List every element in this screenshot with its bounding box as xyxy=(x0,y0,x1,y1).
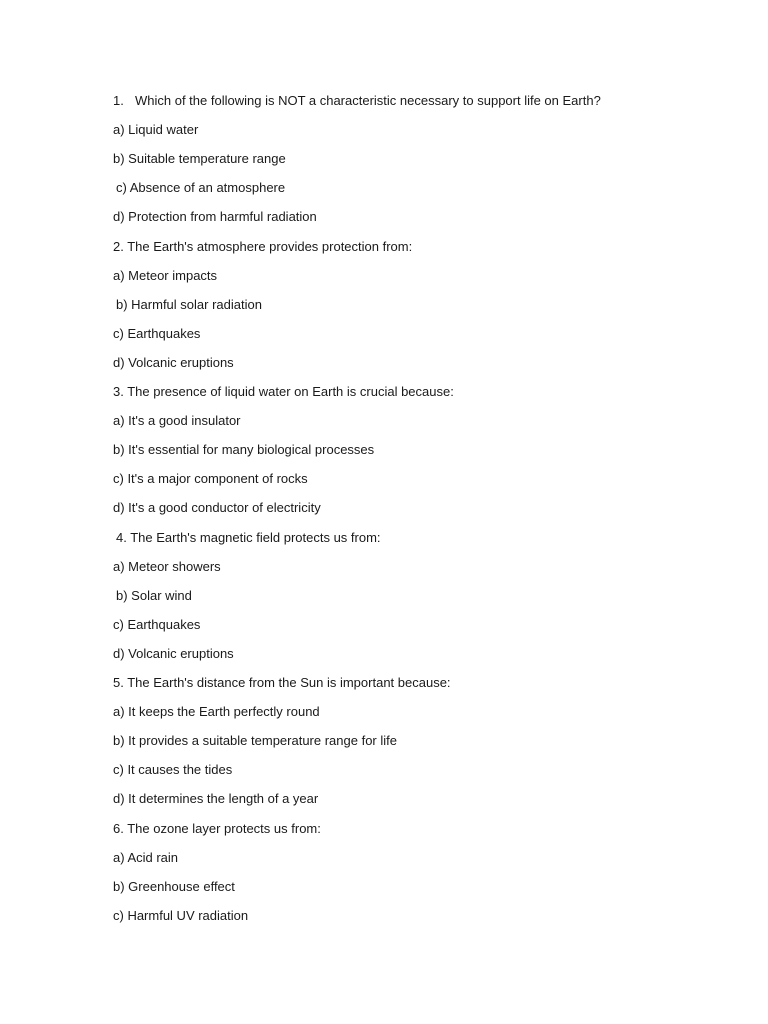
question-text xyxy=(113,239,412,255)
answer-option: a) Acid rain xyxy=(113,850,179,865)
answer-option: a) Meteor impacts xyxy=(113,268,218,283)
answer-option: d) It determines the length of a year xyxy=(113,791,319,806)
answer-option: c) Harmful UV radiation xyxy=(113,908,249,923)
question-text xyxy=(113,821,321,837)
question-label: Which of the following is NOT a characteristic necessary to support life on Earth? xyxy=(135,93,601,108)
answer-option: d) It's a good conductor of electricity xyxy=(113,500,321,515)
question-text xyxy=(116,530,381,546)
answer-option: b) Solar wind xyxy=(116,588,192,603)
question-label: 4. The Earth's magnetic field protects us from: xyxy=(116,530,381,545)
question-text xyxy=(113,384,454,400)
answer-option: a) Liquid water xyxy=(113,122,199,137)
answer-option: c) Absence of an atmosphere xyxy=(116,180,286,195)
answer-option: b) Greenhouse effect xyxy=(113,879,235,894)
answer-option: b) Harmful solar radiation xyxy=(116,297,262,312)
question-label: 3. The presence of liquid water on Earth is crucial because: xyxy=(113,384,454,399)
answer-option: c) Earthquakes xyxy=(113,326,201,341)
answer-option: d) Volcanic eruptions xyxy=(113,646,234,661)
answer-option: a) It keeps the Earth perfectly round xyxy=(113,704,320,719)
question-number: 1. xyxy=(113,93,124,108)
question-text xyxy=(113,675,451,691)
answer-option: c) It's a major component of rocks xyxy=(113,471,308,486)
answer-option: a) It's a good insulator xyxy=(113,413,241,428)
answer-option: b) Suitable temperature range xyxy=(113,151,286,166)
answer-option: a) Meteor showers xyxy=(113,559,221,574)
question-text xyxy=(113,93,601,109)
question-label: 2. The Earth's atmosphere provides protection from: xyxy=(113,239,413,254)
answer-option: b) It's essential for many biological processes xyxy=(113,442,375,457)
question-label: 5. The Earth's distance from the Sun is important because: xyxy=(113,675,451,690)
answer-option: b) It provides a suitable temperature range for life xyxy=(113,733,397,748)
answer-option: c) It causes the tides xyxy=(113,762,233,777)
answer-option: d) Volcanic eruptions xyxy=(113,355,234,370)
answer-option: c) Earthquakes xyxy=(113,617,201,632)
answer-option: d) Protection from harmful radiation xyxy=(113,209,317,224)
question-label: 6. The ozone layer protects us from: xyxy=(113,821,321,836)
